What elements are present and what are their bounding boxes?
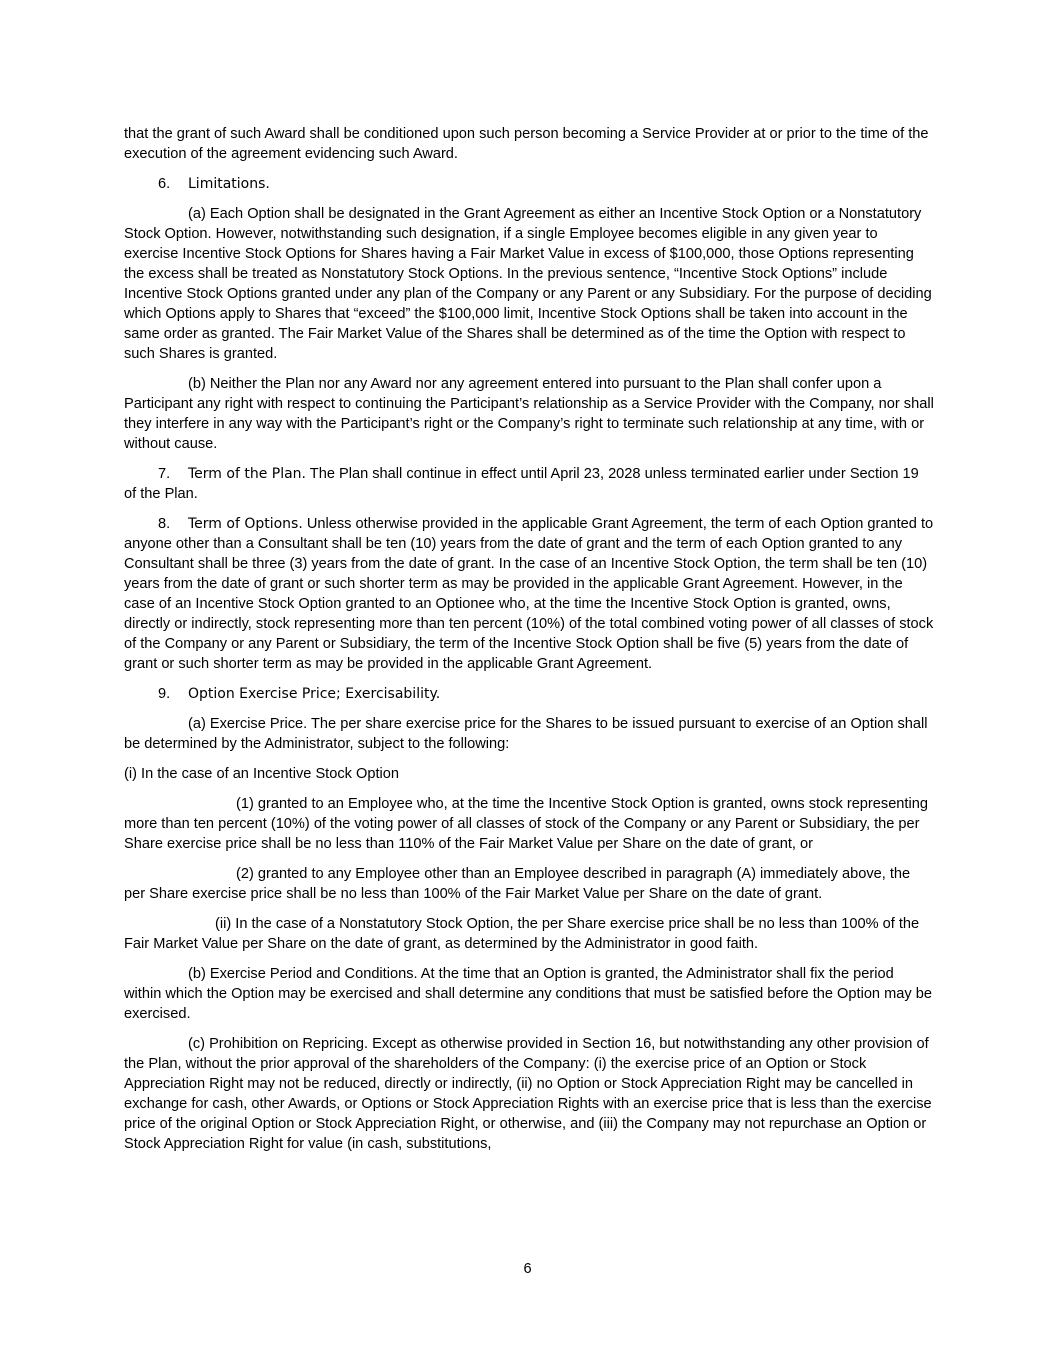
section-9a-i-1-paragraph: (1) granted to an Employee who, at the time the Incentive Stock Option is granted, owns stock representing more than ten percent (10%) of the voting power of all classes of stock of the Company or any Parent or Subsidiary, the per Share exercise price shall be no less than 110% of the Fair Market Value per Share on the date of grant, or <box>124 796 928 852</box>
section-6-title: Limitations. <box>188 176 270 192</box>
section-9-title: Option Exercise Price; Exercisability. <box>188 686 441 702</box>
document-page <box>124 124 934 1164</box>
section-7-title: Term of the Plan. <box>188 466 306 482</box>
section-6-heading <box>124 174 934 194</box>
section-7-number: 7. <box>158 466 171 482</box>
page-number: 6 <box>523 1261 532 1277</box>
section-9-number: 9. <box>158 686 171 702</box>
section-7-paragraph <box>124 464 934 504</box>
section-6-number: 6. <box>158 176 171 192</box>
section-9a-i-paragraph: (i) In the case of an Incentive Stock Option <box>124 766 399 782</box>
section-9a-paragraph: (a) Exercise Price. The per share exercise price for the Shares to be issued pursuant to exercise of an Option shall be determined by the Administrator, subject to the following: <box>124 716 928 752</box>
section-8-paragraph <box>124 514 934 674</box>
section-9c-paragraph: (c) Prohibition on Repricing. Except as otherwise provided in Section 16, but notwithstanding any other provision of the Plan, without the prior approval of the shareholders of the Company: (i) the exercise price of an Option or Stock Appreciation Right may not be reduced, directly or indirectly, (ii) no Option or Stock Appreciation Right may be cancelled in exchange for cash, other Awards, or Options or Stock Appreciation Rights with an exercise price that is less than the exercise price of the original Option or Stock Appreciation Right, or otherwise, and (iii) the Company may not repurchase an Option or Stock Appreciation Right for value (in cash, substitutions, <box>124 1036 932 1152</box>
section-8-body: Unless otherwise provided in the applicable Grant Agreement, the term of each Option granted to anyone other than a Consultant shall be ten (10) years from the date of grant and the term of each Option granted to any Consultant shall be three (3) years from the date of grant. In the case of an Incentive Stock Option, the term shall be ten (10) years from the date of grant or such shorter term as may be provided in the applicable Grant Agreement. However, in the case of an Incentive Stock Option granted to an Optionee who, at the time the Incentive Stock Option is granted, owns, directly or indirectly, stock representing more than ten percent (10%) of the total combined voting power of all classes of stock of the Company or any Parent or Subsidiary, the term of the Incentive Stock Option shall be five (5) years from the date of grant or such shorter term as may be provided in the applicable Grant Agreement. <box>124 516 934 672</box>
section-8-number: 8. <box>158 516 171 532</box>
section-8-title: Term of Options. <box>188 516 303 532</box>
continuation-paragraph: that the grant of such Award shall be conditioned upon such person becoming a Service Provider at or prior to the time of the execution of the agreement evidencing such Award. <box>124 126 929 162</box>
section-7-body: The Plan shall continue in effect until April 23, 2028 unless terminated earlier under Section 19 of the Plan. <box>124 466 919 502</box>
section-9a-ii-paragraph: (ii) In the case of a Nonstatutory Stock Option, the per Share exercise price shall be no less than 100% of the Fair Market Value per Share on the date of grant, as determined by the Administrator in good faith. <box>124 916 920 952</box>
section-9-heading <box>124 684 934 704</box>
section-6a-paragraph: (a) Each Option shall be designated in the Grant Agreement as either an Incentive Stock Option or a Nonstatutory Stock Option. However, notwithstanding such designation, if a single Employee becomes eligible in any given year to exercise Incentive Stock Options for Shares having a Fair Market Value in excess of $100,000, those Options representing the excess shall be treated as Nonstatutory Stock Options. In the previous sentence, “Incentive Stock Options” include Incentive Stock Options granted under any plan of the Company or any Parent or any Subsidiary. For the purpose of deciding which Options apply to Shares that “exceed” the $100,000 limit, Incentive Stock Options shall be taken into account in the same order as granted. The Fair Market Value of the Shares shall be determined as of the time the Option with respect to such Shares is granted. <box>124 206 932 362</box>
section-9a-i-2-paragraph: (2) granted to any Employee other than an Employee described in paragraph (A) immediately above, the per Share exercise price shall be no less than 100% of the Fair Market Value per Share on the date of grant. <box>124 866 911 902</box>
section-6b-paragraph: (b) Neither the Plan nor any Award nor any agreement entered into pursuant to the Plan shall confer upon a Participant any right with respect to continuing the Participant’s relationship as a Service Provider with the Company, nor shall they interfere in any way with the Participant’s right or the Company’s right to terminate such relationship at any time, with or without cause. <box>124 376 934 452</box>
section-9b-paragraph: (b) Exercise Period and Conditions. At the time that an Option is granted, the Administrator shall fix the period within which the Option may be exercised and shall determine any conditions that must be satisfied before the Option may be exercised. <box>124 966 932 1022</box>
